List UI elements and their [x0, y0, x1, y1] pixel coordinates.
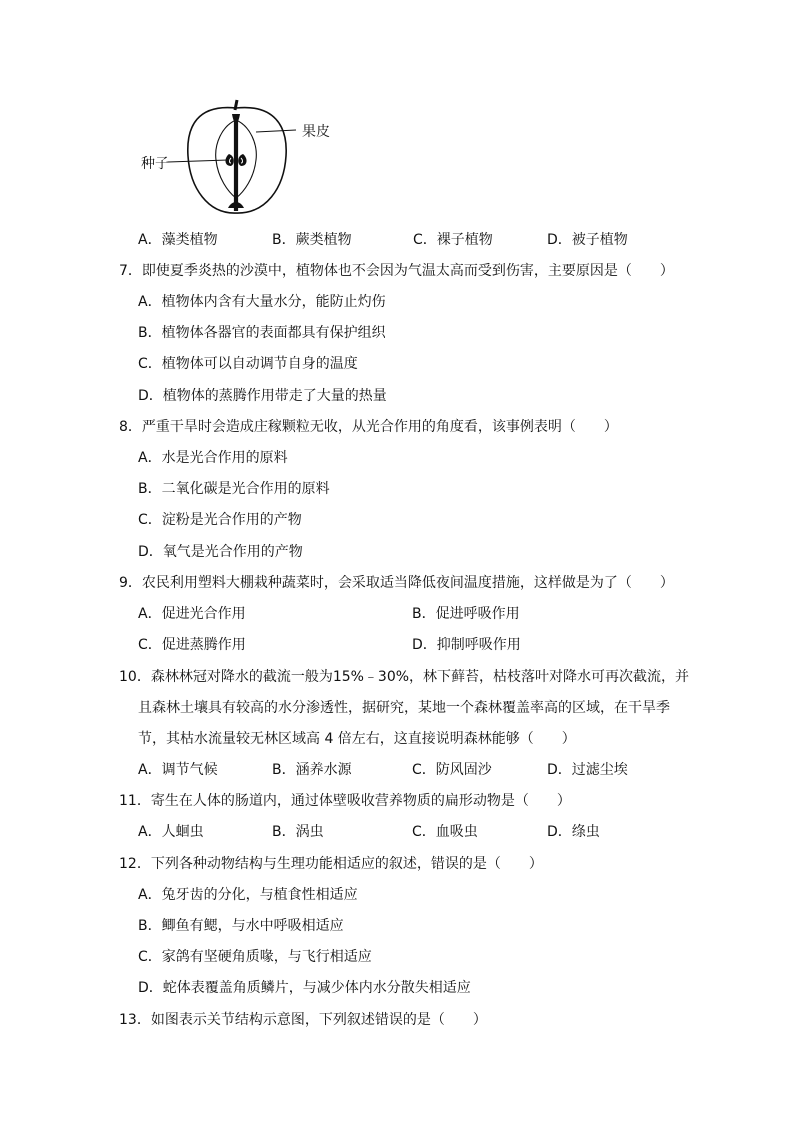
q8-option-d: D．氧气是光合作用的产物 — [138, 544, 303, 560]
q7-option-b: B．植物体各器官的表面都具有保护组织 — [138, 325, 386, 341]
q11-stem: 11．寄生在人体的肠道内，通过体壁吸收营养物质的扁形动物是（ ） — [119, 793, 571, 809]
q8-option-c: C．淀粉是光合作用的产物 — [138, 512, 302, 528]
q9-option-b: B．促进呼吸作用 — [412, 606, 520, 622]
fruit-cross-section-figure — [138, 96, 338, 218]
q6-option-d: D．被子植物 — [547, 232, 628, 248]
q10-option-c: C．防风固沙 — [412, 762, 492, 778]
q10-option-a: A．调节气候 — [138, 762, 218, 778]
q9-option-c: C．促进蒸腾作用 — [138, 637, 246, 653]
q7-option-c: C．植物体可以自动调节自身的温度 — [138, 356, 358, 372]
q9-option-d: D．抑制呼吸作用 — [412, 637, 521, 653]
q6-option-c: C．裸子植物 — [413, 232, 493, 248]
q11-option-d: D．绦虫 — [547, 824, 600, 840]
q11-option-a: A．人蛔虫 — [138, 824, 204, 840]
q12-option-b: B．鲫鱼有鳃，与水中呼吸相适应 — [138, 918, 344, 934]
q8-option-a: A．水是光合作用的原料 — [138, 450, 288, 466]
q12-stem: 12．下列各种动物结构与生理功能相适应的叙述，错误的是（ ） — [119, 856, 543, 872]
q12-option-c: C．家鸽有坚硬角质喙，与飞行相适应 — [138, 949, 372, 965]
q10-option-b: B．涵养水源 — [272, 762, 352, 778]
q7-option-a: A．植物体内含有大量水分，能防止灼伤 — [138, 294, 386, 310]
q7-stem: 7．即使夏季炎热的沙漠中，植物体也不会因为气温太高而受到伤害，主要原因是（ ） — [119, 263, 674, 279]
pericarp-label: 果皮 — [302, 124, 330, 140]
q9-stem: 9．农民利用塑料大棚栽种蔬菜时，会采取适当降低夜间温度措施，这样做是为了（ ） — [119, 575, 674, 591]
q7-option-d: D．植物体的蒸腾作用带走了大量的热量 — [138, 388, 387, 404]
q10-option-d: D．过滤尘埃 — [547, 762, 628, 778]
q6-option-b: B．蕨类植物 — [272, 232, 352, 248]
q12-option-d: D．蛇体表覆盖角质鳞片，与减少体内水分散失相适应 — [138, 980, 471, 996]
q10-stem-line-1: 10．森林林冠对降水的截流一般为15%﹣30%，林下藓苔，枯枝落叶对降水可再次截流，并 — [119, 669, 690, 685]
q8-stem: 8．严重干旱时会造成庄稼颗粒无收，从光合作用的角度看，该事例表明（ ） — [119, 419, 618, 435]
q11-option-c: C．血吸虫 — [412, 824, 478, 840]
seed-label: 种子 — [141, 156, 169, 172]
q10-stem-line-2: 且森林土壤具有较高的水分渗透性，据研究，某地一个森林覆盖率高的区域，在干旱季 — [138, 700, 670, 716]
q9-option-a: A．促进光合作用 — [138, 606, 246, 622]
q12-option-a: A．兔牙齿的分化，与植食性相适应 — [138, 887, 358, 903]
q13-stem: 13．如图表示关节结构示意图，下列叙述错误的是（ ） — [119, 1012, 487, 1028]
q6-option-a: A．藻类植物 — [138, 232, 218, 248]
q10-stem-line-3: 节，其枯水流量较无林区域高 4 倍左右，这直接说明森林能够（ ） — [138, 731, 576, 747]
q11-option-b: B．涡虫 — [272, 824, 324, 840]
q8-option-b: B．二氧化碳是光合作用的原料 — [138, 481, 330, 497]
